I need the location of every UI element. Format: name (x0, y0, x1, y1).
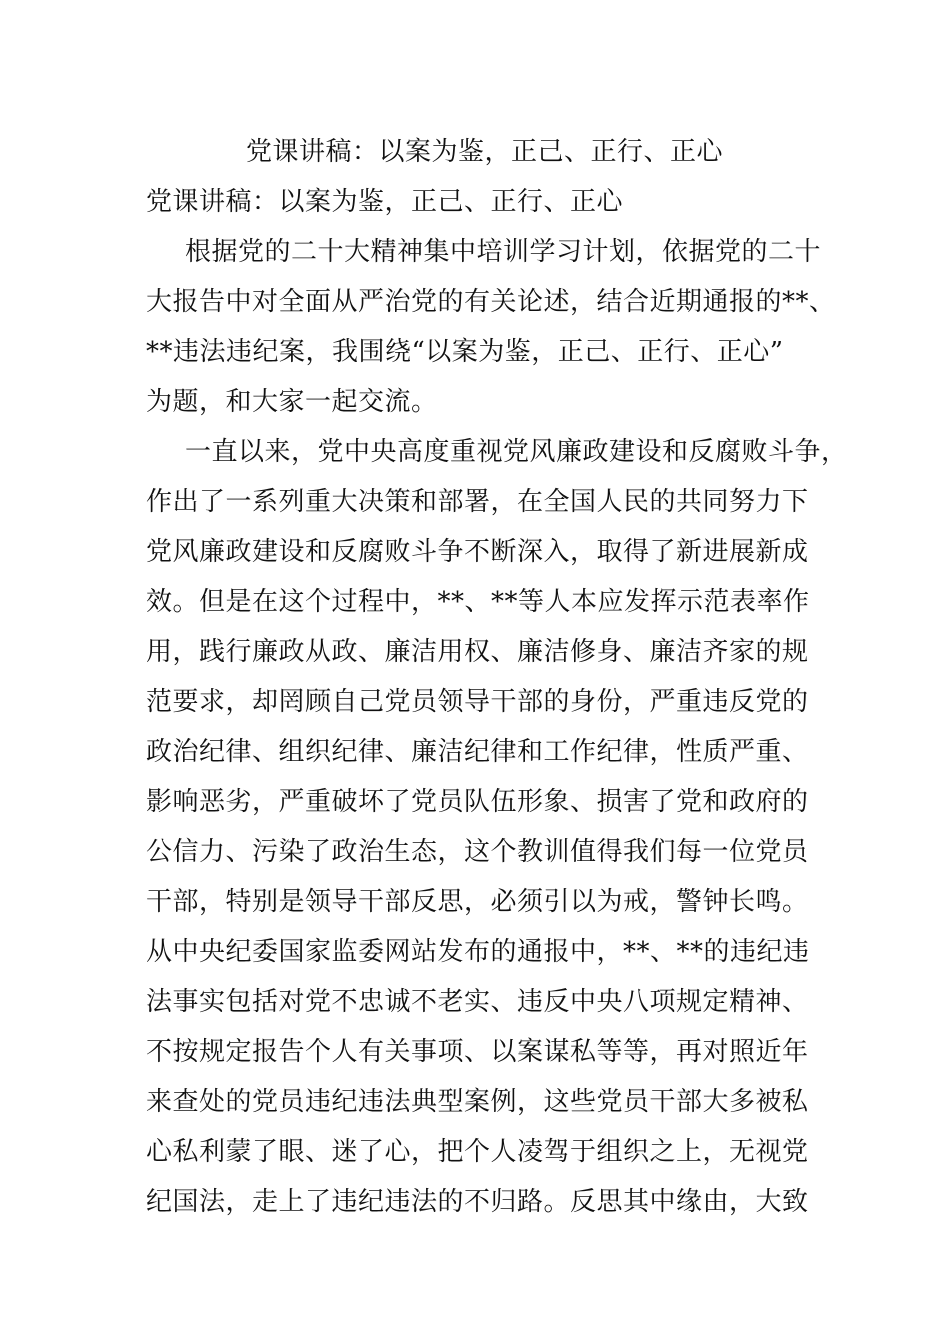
body-line: **违法违纪案，我围绕“以案为鉴，正己、正行、正心” (146, 337, 784, 367)
body-line: 用，践行廉政从政、廉洁用权、廉洁修身、廉洁齐家的规 (146, 637, 809, 667)
body-line: 政治纪律、组织纪律、廉洁纪律和工作纪律，性质严重、 (146, 737, 809, 767)
body-line: 从中央纪委国家监委网站发布的通报中，**、**的违纪违 (146, 937, 810, 967)
body-line: 法事实包括对党不忠诚不老实、违反中央八项规定精神、 (146, 987, 809, 1017)
body-line: 心私利蒙了眼、迷了心，把个人凌驾于组织之上，无视党 (146, 1137, 809, 1167)
body-line: 作出了一系列重大决策和部署，在全国人民的共同努力下 (146, 487, 809, 517)
body-line: 为题，和大家一起交流。 (146, 387, 438, 417)
body-line: 大报告中对全面从严治党的有关论述，结合近期通报的**、 (146, 287, 836, 317)
body-line: 不按规定报告个人有关事项、以案谋私等等，再对照近年 (146, 1037, 809, 1067)
body-line: 公信力、污染了政治生态，这个教训值得我们每一位党员 (146, 837, 809, 867)
centered-title: 党课讲稿：以案为鉴，正己、正行、正心 (246, 137, 724, 167)
body-line: 来查处的党员违纪违法典型案例，这些党员干部大多被私 (146, 1087, 809, 1117)
body-line: 一直以来，党中央高度重视党风廉政建设和反腐败斗争， (185, 437, 848, 467)
body-line: 范要求，却罔顾自己党员领导干部的身份，严重违反党的 (146, 687, 809, 717)
body-line: 效。但是在这个过程中，**、**等人本应发挥示范表率作 (146, 587, 810, 617)
subtitle: 党课讲稿：以案为鉴，正己、正行、正心 (146, 187, 624, 217)
body-line: 党风廉政建设和反腐败斗争不断深入，取得了新进展新成 (146, 537, 809, 567)
body-line: 纪国法，走上了违纪违法的不归路。反思其中缘由，大致 (146, 1187, 809, 1217)
body-line: 根据党的二十大精神集中培训学习计划，依据党的二十 (185, 237, 822, 267)
body-line: 干部，特别是领导干部反思，必须引以为戒，警钟长鸣。 (146, 887, 809, 917)
body-line: 影响恶劣，严重破坏了党员队伍形象、损害了党和政府的 (146, 787, 809, 817)
